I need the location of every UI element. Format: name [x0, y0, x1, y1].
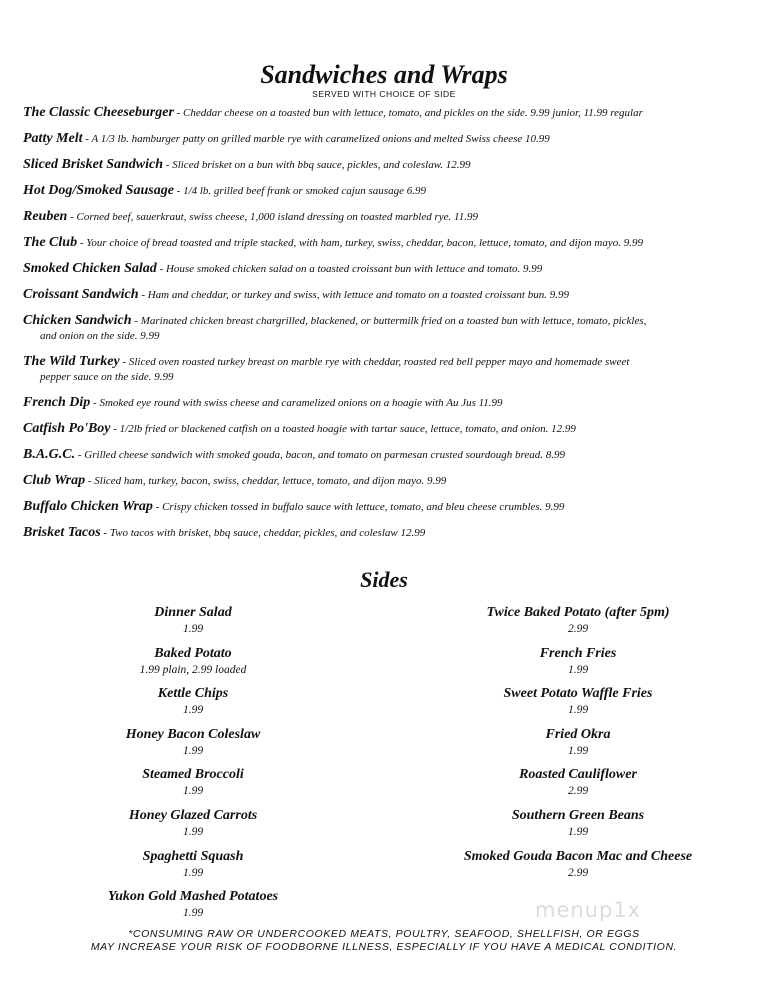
disclaimer-line: MAY INCREASE YOUR RISK OF FOODBORNE ILLNESS, ESPECIALLY IF YOU HAVE A MEDICAL CONDITION. — [90, 941, 678, 953]
side-price: 1.99 — [182, 623, 204, 635]
menu-item — [23, 525, 743, 541]
side-name: Yukon Gold Mashed Potatoes — [107, 889, 279, 905]
sides-heading: Sides — [360, 567, 408, 592]
item-name: The Classic Cheeseburger — [23, 105, 174, 120]
item-description: - 1/2lb fried or blackened catfish on a toasted hoagie with tartar sauce, lettuce, tomato, and onion. 12.99 — [110, 423, 576, 435]
menu-item — [23, 261, 743, 277]
side-item — [418, 685, 738, 726]
side-name: Fried Okra — [545, 726, 611, 742]
side-name: Baked Potato — [154, 645, 232, 661]
item-name: French Dip — [23, 395, 91, 410]
side-item — [418, 807, 738, 848]
item-description: - Cheddar cheese on a toasted bun with lettuce, tomato, and pickles on the side. 9.99 junior, 11.99 regular — [173, 107, 643, 119]
side-price: 1.99 — [567, 704, 589, 717]
item-description: - Two tacos with brisket, bbq sauce, cheddar, pickles, and coleslaw 12.99 — [100, 527, 426, 539]
item-name: Reuben — [23, 209, 68, 224]
side-item — [33, 766, 353, 807]
item-description: - House smoked chicken salad on a toasted croissant bun with lettuce and tomato. 9.99 — [156, 263, 543, 275]
side-name: Spaghetti Squash — [142, 848, 244, 864]
side-item — [418, 726, 738, 767]
item-name: The Wild Turkey — [23, 354, 120, 369]
side-item — [33, 888, 353, 929]
side-price: 2.99 — [567, 785, 589, 798]
side-price: 1.99 — [567, 744, 589, 757]
item-description: - Crispy chicken tossed in buffalo sauce with lettuce, tomato, and bleu cheese crumbles. 9.99 — [152, 501, 565, 513]
menu-item — [23, 395, 743, 411]
item-description: - Corned beef, sauerkraut, swiss cheese, 1,000 island dressing on toasted marbled rye. 11.99 — [67, 211, 478, 223]
side-price: 1.99 — [182, 744, 204, 757]
side-item — [33, 848, 353, 889]
side-name: Kettle Chips — [157, 686, 229, 702]
side-name: French Fries — [539, 645, 617, 661]
side-item — [418, 848, 738, 889]
menu-item — [23, 105, 743, 121]
menu-item — [23, 421, 743, 437]
item-name: Croissant Sandwich — [23, 287, 139, 302]
item-description: - Smoked eye round with swiss cheese and caramelized onions on a hoagie with Au Jus 11.99 — [90, 397, 503, 409]
item-description: - Grilled cheese sandwich with smoked gouda, bacon, and tomato on parmesan crusted sourdough bread. 8.99 — [75, 449, 565, 461]
page-title: Sandwiches and Wraps — [260, 60, 508, 89]
side-price: 1.99 — [567, 825, 589, 838]
item-description: - A 1/3 lb. hamburger patty on grilled marble rye with caramelized onions and melted Swiss cheese 10.99 — [82, 133, 550, 145]
side-price: 1.99 — [182, 785, 204, 798]
menu-item — [23, 313, 743, 344]
item-description-continued: and onion on the side. 9.99 — [40, 330, 160, 342]
menu-item — [23, 131, 743, 147]
sandwich-list — [23, 105, 743, 551]
side-item — [33, 726, 353, 767]
item-description: - Sliced ham, turkey, bacon, swiss, cheddar, lettuce, tomato, and dijon mayo. 9.99 — [85, 475, 447, 487]
page-subtitle: SERVED WITH CHOICE OF SIDE — [312, 89, 456, 99]
side-price: 1.99 plain, 2.99 loaded — [139, 663, 247, 676]
item-name: Patty Melt — [23, 131, 83, 146]
side-item — [33, 685, 353, 726]
item-description: - Your choice of bread toasted and triple stacked, with ham, turkey, swiss, cheddar, bacon, lettuce, tomato, and dijon mayo. 9.99 — [77, 237, 644, 249]
side-name: Smoked Gouda Bacon Mac and Cheese — [463, 848, 693, 864]
menu-item — [23, 209, 743, 225]
menu-item — [23, 287, 743, 303]
side-price: 2.99 — [567, 866, 589, 879]
side-item — [418, 645, 738, 686]
side-item — [418, 766, 738, 807]
side-price: 1.99 — [182, 907, 204, 920]
side-price: 1.99 — [182, 704, 204, 717]
item-description: - Sliced oven roasted turkey breast on marble rye with cheddar, roasted red bell pepper mayo and homemade sweet — [119, 356, 630, 368]
item-name: The Club — [23, 235, 78, 250]
item-name: B.A.G.C. — [23, 447, 76, 462]
sides-left-column — [33, 604, 353, 929]
item-name: Brisket Tacos — [23, 525, 101, 540]
menu-item — [23, 183, 743, 199]
side-name: Sweet Potato Waffle Fries — [503, 686, 653, 702]
menu-item — [23, 447, 743, 463]
side-name: Southern Green Beans — [511, 807, 645, 823]
side-price: 1.99 — [182, 825, 204, 838]
sides-right-column — [418, 604, 738, 888]
side-name: Honey Bacon Coleslaw — [125, 726, 261, 742]
menu-item — [23, 354, 743, 385]
side-item — [418, 604, 738, 645]
item-name: Club Wrap — [23, 473, 86, 488]
side-item — [33, 645, 353, 686]
side-name: Roasted Cauliflower — [519, 767, 637, 783]
item-description: - Sliced brisket on a bun with bbq sauce, pickles, and coleslaw. 12.99 — [163, 159, 471, 171]
item-name: Catfish Po'Boy — [23, 421, 111, 436]
item-name: Chicken Sandwich — [23, 313, 132, 328]
item-name: Buffalo Chicken Wrap — [23, 499, 153, 514]
side-name: Twice Baked Potato (after 5pm) — [486, 605, 670, 620]
item-description: - 1/4 lb. grilled beef frank or smoked cajun sausage 6.99 — [173, 185, 426, 197]
disclaimer-line: *CONSUMING RAW OR UNDERCOOKED MEATS, POULTRY, SEAFOOD, SHELLFISH, OR EGGS — [128, 928, 640, 940]
watermark: menup1x — [535, 898, 642, 922]
side-price: 1.99 — [182, 866, 204, 879]
item-description: - Ham and cheddar, or turkey and swiss, with lettuce and tomato on a toasted croissant bun. 9.99 — [138, 289, 569, 301]
item-description: - Marinated chicken breast chargrilled, blackened, or buttermilk fried on a toasted bun with lettuce, tomato, pickles, — [131, 315, 647, 327]
side-price: 2.99 — [567, 623, 589, 635]
item-name: Sliced Brisket Sandwich — [23, 157, 164, 172]
item-description-continued: pepper sauce on the side. 9.99 — [40, 371, 174, 383]
menu-item — [23, 473, 743, 489]
menu-item — [23, 499, 743, 515]
menu-item — [23, 235, 743, 251]
item-name: Hot Dog/Smoked Sausage — [23, 183, 174, 198]
food-safety-disclaimer — [0, 928, 768, 954]
item-name: Smoked Chicken Salad — [23, 261, 157, 276]
side-item — [33, 807, 353, 848]
side-item — [33, 604, 353, 645]
side-name: Dinner Salad — [154, 605, 232, 620]
side-price: 1.99 — [567, 663, 589, 676]
menu-item — [23, 157, 743, 173]
side-name: Steamed Broccoli — [142, 767, 244, 783]
side-name: Honey Glazed Carrots — [128, 807, 258, 823]
